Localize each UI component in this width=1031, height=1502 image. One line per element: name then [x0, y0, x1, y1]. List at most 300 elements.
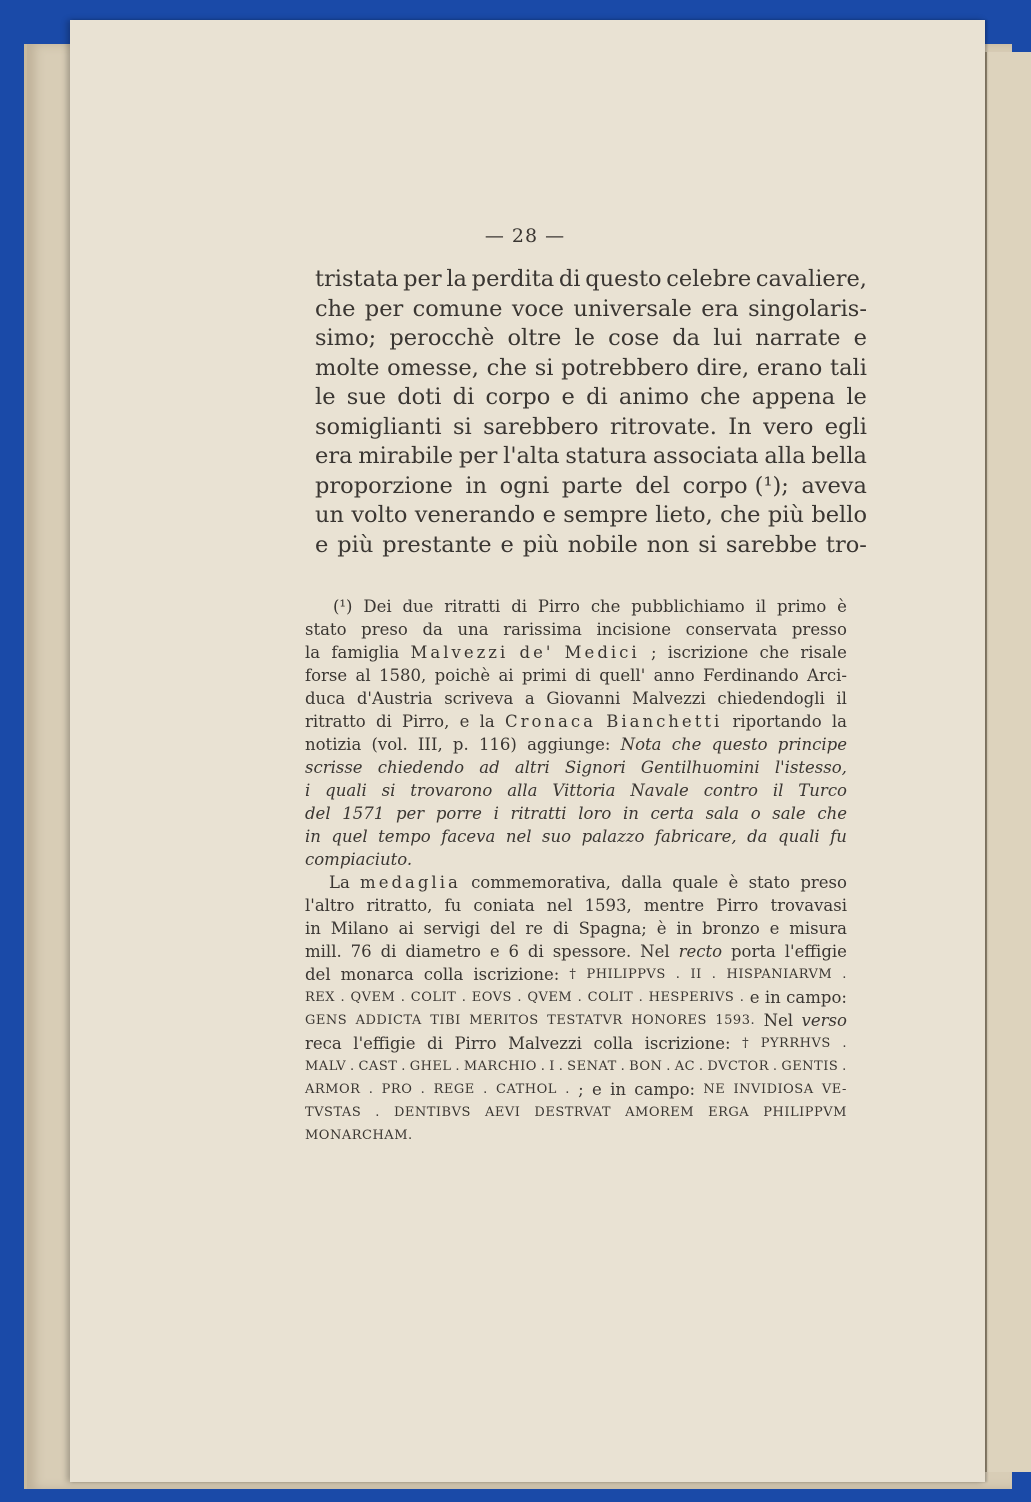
text-line	[315, 324, 867, 354]
footnote-word: la	[831, 712, 847, 731]
footnote-word: di	[574, 666, 591, 685]
footnote-word: due	[402, 597, 434, 616]
footnote-word: monarca	[340, 965, 414, 984]
word: e	[500, 531, 514, 558]
footnote-word: colla	[423, 965, 464, 984]
footnote-word: INVIDIOSA	[733, 1082, 814, 1097]
footnote-word: Milano	[330, 919, 389, 938]
footnote-word: l'istesso,	[774, 758, 847, 777]
footnote-word: altri	[514, 758, 550, 777]
word: sue	[346, 384, 387, 410]
word: potrebbero	[561, 354, 689, 381]
footnote-word: Arci-	[807, 666, 847, 685]
footnote-word: anno	[653, 666, 695, 685]
footnote-word: in	[305, 827, 321, 846]
word: prestante	[382, 531, 492, 558]
footnote-line	[305, 986, 847, 1009]
footnote-word: TESTATVR	[547, 1013, 623, 1028]
footnote-word: .	[842, 967, 847, 982]
word: corpo (¹);	[682, 472, 789, 499]
footnote-word: .	[739, 990, 745, 1005]
footnote-word: .	[675, 967, 681, 982]
footnote-word: in	[622, 804, 639, 823]
footnote-word: ERGA	[708, 1105, 750, 1120]
footnote-word: MERITOS	[469, 1013, 539, 1028]
footnote-word: .	[842, 1036, 847, 1051]
footnote-word: chiedendogli	[717, 689, 825, 708]
footnote-word: al	[355, 666, 371, 685]
footnote-word: .	[400, 990, 406, 1005]
footnote-word: Bianchetti	[606, 712, 723, 731]
footnote-word: DESTRVAT	[534, 1105, 612, 1120]
footnote-word: AEVI	[484, 1105, 521, 1120]
text-line	[315, 354, 867, 384]
main-text	[315, 265, 867, 560]
word: le	[315, 384, 336, 410]
footnote-word: notizia	[305, 735, 362, 754]
text-line	[315, 501, 867, 531]
footnote-word: REX	[305, 990, 336, 1005]
footnote-word: porta	[730, 942, 776, 961]
word: corpo	[485, 384, 551, 410]
word: tristata	[315, 266, 399, 292]
footnote-word: Dei	[363, 597, 392, 616]
footnote-word: ritratto,	[366, 896, 433, 915]
word: in	[465, 472, 488, 499]
footnote-word: primo	[776, 597, 827, 616]
text-line	[315, 295, 867, 325]
word: proporzione	[315, 472, 453, 499]
footnote-word: di	[527, 942, 544, 961]
footnote-word: nel	[505, 827, 532, 846]
footnote-word: .	[461, 990, 467, 1005]
word: narrate	[755, 325, 841, 351]
footnote-word: tempo	[378, 827, 431, 846]
footnote-word: .	[565, 1082, 570, 1097]
word: l'alta	[503, 443, 560, 469]
footnote-line	[305, 664, 847, 687]
footnote-word: mill.	[305, 942, 342, 961]
footnote-word: il	[772, 781, 784, 800]
text-line	[315, 413, 867, 443]
footnote-word: duca	[305, 689, 346, 708]
footnote-word: faceva	[441, 827, 496, 846]
word: bello	[811, 502, 867, 528]
word: comune	[412, 295, 503, 322]
footnote-line	[305, 802, 847, 825]
footnote-word: PRO	[381, 1082, 413, 1097]
footnote-word: che	[590, 597, 621, 616]
footnote-word: una	[457, 620, 489, 639]
footnote-word: Spagna;	[578, 919, 647, 938]
footnote-word: BON	[629, 1059, 663, 1074]
footnote-word: sala	[705, 804, 740, 823]
footnote-word: PHILIPPVS	[586, 967, 666, 982]
footnote-word: nel	[546, 896, 573, 915]
footnote-word: Pirro,	[402, 712, 450, 731]
footnote-word: ;	[578, 1080, 584, 1099]
footnote-word: .	[638, 990, 644, 1005]
footnote-line	[305, 940, 847, 963]
footnote-word: famiglia	[331, 643, 400, 662]
footnote-word: quell'	[599, 666, 646, 685]
footnote-word: MARCHIO	[463, 1059, 537, 1074]
footnote-word: in	[610, 1080, 626, 1099]
footnote-word: e	[489, 942, 500, 961]
footnote-word: .	[620, 1059, 626, 1074]
footnote-word: principe	[777, 735, 847, 754]
footnote-word: de'	[519, 643, 554, 662]
footnote-word: per	[395, 804, 425, 823]
footnote-word: QVEM	[527, 990, 573, 1005]
footnote-word: o	[750, 804, 761, 823]
footnote-line	[305, 710, 847, 733]
footnote-word: ARMOR	[305, 1082, 361, 1097]
footnote-word: Giovanni	[546, 689, 621, 708]
footnote-word: .	[420, 1082, 426, 1097]
word: egli	[824, 413, 867, 440]
footnote-word: che	[817, 804, 847, 823]
footnote-word: VE-	[821, 1082, 847, 1097]
footnote-word: reca	[305, 1034, 342, 1053]
footnote-line	[305, 848, 847, 871]
footnote-word: Nel	[640, 942, 670, 961]
footnote	[305, 595, 847, 1147]
word: e	[315, 531, 329, 558]
footnote-word: compiaciuto.	[305, 850, 413, 869]
word: che	[720, 502, 761, 528]
footnote-word: 1593.	[715, 1013, 756, 1028]
footnote-word: l'effigie	[353, 1034, 416, 1053]
footnote-line	[305, 595, 847, 618]
footnote-word: re	[525, 919, 544, 938]
footnote-word: 1571	[342, 804, 385, 823]
footnote-word: .	[368, 1082, 374, 1097]
word: un	[315, 502, 344, 528]
footnote-word: stato	[305, 620, 347, 639]
text-line	[315, 442, 867, 472]
footnote-word: .	[401, 1059, 406, 1074]
footnote-word: fu	[444, 896, 462, 915]
footnote-word: .	[375, 1105, 380, 1120]
word: del	[635, 472, 671, 499]
word: si	[698, 531, 717, 558]
word: aveva	[801, 472, 867, 499]
footnote-word: Cronaca	[504, 712, 596, 731]
word: e	[853, 325, 867, 351]
footnote-word: SENAT	[567, 1059, 617, 1074]
footnote-word: Turco	[798, 781, 847, 800]
footnote-word: (vol.	[371, 735, 408, 754]
footnote-word: DVCTOR	[707, 1059, 770, 1074]
footnote-word: GHEL	[409, 1059, 452, 1074]
footnote-word: Malvezzi	[410, 643, 509, 662]
footnote-word: COLIT	[587, 990, 634, 1005]
footnote-word: forse	[305, 666, 348, 685]
footnote-word: .	[540, 1059, 546, 1074]
word: più	[522, 531, 559, 558]
footnote-line	[305, 687, 847, 710]
footnote-word: Pirro	[537, 597, 580, 616]
footnote-word: .	[558, 1059, 564, 1074]
footnote-word: in	[305, 919, 321, 938]
word: parte	[561, 472, 623, 499]
footnote-word: iscrizione	[667, 643, 749, 662]
footnote-line	[305, 1078, 847, 1101]
word: associata	[652, 443, 759, 469]
footnote-word: si	[381, 781, 396, 800]
footnote-line	[305, 1055, 847, 1078]
footnote-word: .	[698, 1059, 704, 1074]
footnote-line	[305, 871, 847, 894]
word: era	[315, 443, 353, 469]
footnote-word: preso	[361, 620, 408, 639]
word: di	[586, 384, 608, 410]
footnote-word: quel	[331, 827, 368, 846]
footnote-word: misura	[789, 919, 847, 938]
footnote-word: chiedendo	[377, 758, 465, 777]
footnote-word: ad	[479, 758, 500, 777]
footnote-word: COLIT	[410, 990, 457, 1005]
footnote-word: la	[479, 712, 495, 731]
word: dire,	[696, 354, 750, 381]
footnote-word: da	[422, 620, 443, 639]
word: simo;	[315, 325, 377, 351]
footnote-word: fu	[830, 827, 847, 846]
footnote-word: diametro	[405, 942, 481, 961]
footnote-word: mentre	[643, 896, 705, 915]
footnote-word: AC	[674, 1059, 696, 1074]
footnote-word: di	[552, 919, 569, 938]
footnote-word: Navale	[630, 781, 689, 800]
word: che	[315, 295, 356, 322]
footnote-word: bronzo	[702, 919, 760, 938]
footnote-word: I	[549, 1059, 555, 1074]
word: questo	[585, 266, 662, 292]
footnote-word: 76	[350, 942, 372, 961]
facing-page-edge	[985, 52, 1031, 1472]
footnote-word: e	[769, 919, 780, 938]
footnote-word: di	[511, 597, 528, 616]
footnote-line	[305, 825, 847, 848]
footnote-word: quale	[672, 873, 719, 892]
footnote-word: verso	[801, 1011, 847, 1030]
word: nobile	[567, 531, 638, 558]
footnote-word: contro	[703, 781, 758, 800]
footnote-word: trovarono	[410, 781, 493, 800]
word: sempre	[563, 502, 648, 528]
word: animo	[618, 384, 689, 410]
footnote-word: recto	[678, 942, 723, 961]
footnote-word: e	[592, 1080, 602, 1099]
word: cavaliere,	[755, 266, 867, 292]
word: appena	[751, 384, 836, 410]
footnote-word: del	[489, 919, 516, 938]
footnote-word: Malvezzi	[631, 689, 706, 708]
footnote-word: MALV	[305, 1059, 347, 1074]
word: alla	[764, 443, 806, 469]
footnote-word: suo	[542, 827, 572, 846]
footnote-word: in	[764, 988, 781, 1007]
word: mirabile	[358, 443, 454, 469]
footnote-word: (¹)	[333, 597, 353, 616]
footnote-word: QVEM	[350, 990, 396, 1005]
footnote-word: trovavasi	[770, 896, 847, 915]
footnote-word: 6	[508, 942, 519, 961]
word: che	[486, 354, 527, 381]
word: statura	[565, 443, 648, 469]
footnote-word: iscrizione:	[644, 1034, 731, 1053]
footnote-word: da	[747, 827, 768, 846]
footnote-line	[305, 618, 847, 641]
footnote-word: CATHOL	[496, 1082, 557, 1097]
book-page	[70, 20, 985, 1482]
word: perocchè	[389, 325, 495, 351]
word: singolaris-	[748, 295, 867, 322]
footnote-word: preso	[800, 873, 847, 892]
word: doti	[397, 384, 442, 410]
word: si	[534, 354, 554, 381]
footnote-word: che	[671, 735, 702, 754]
word: da	[672, 325, 701, 351]
text-line	[315, 472, 867, 502]
word: era	[701, 295, 739, 322]
footnote-word: campo:	[786, 988, 847, 1007]
footnote-word: i	[493, 804, 499, 823]
footnote-word: colla	[593, 1034, 634, 1053]
word: celebre	[666, 266, 752, 292]
footnote-word: la	[305, 643, 321, 662]
footnote-word: 116)	[478, 735, 517, 754]
footnote-line	[305, 1009, 847, 1032]
footnote-word: DENTIBVS	[393, 1105, 471, 1120]
footnote-word: 1593,	[584, 896, 632, 915]
word: In	[728, 413, 752, 440]
footnote-word: MONARCHAM.	[305, 1128, 413, 1143]
word: per	[403, 266, 442, 292]
footnote-word: Malvezzi	[508, 1034, 582, 1053]
word: vero	[763, 413, 814, 440]
footnote-word: CAST	[358, 1059, 398, 1074]
footnote-word: medaglia	[360, 873, 461, 892]
word: somiglianti	[315, 413, 442, 440]
word: sarebbe	[725, 531, 818, 558]
footnote-word: e	[749, 988, 760, 1007]
footnote-word: HONORES	[631, 1013, 707, 1028]
footnote-word: di	[375, 712, 392, 731]
footnote-word: .	[340, 990, 346, 1005]
footnote-word: commemorativa,	[471, 873, 611, 892]
word: per	[458, 443, 498, 469]
word: di	[452, 384, 475, 410]
footnote-word: che	[759, 643, 790, 662]
word: per	[364, 295, 404, 322]
word: le	[574, 325, 595, 351]
footnote-line	[305, 779, 847, 802]
footnote-word: †	[742, 1036, 750, 1051]
footnote-word: il	[755, 597, 767, 616]
footnote-word: quali	[325, 781, 367, 800]
footnote-word: presso	[791, 620, 847, 639]
word: voce	[511, 295, 564, 322]
footnote-word: Signori	[564, 758, 626, 777]
footnote-word: loro	[578, 804, 612, 823]
footnote-word: p.	[452, 735, 469, 754]
word: universale	[573, 295, 692, 322]
footnote-word: GENTIS	[781, 1059, 839, 1074]
footnote-word: TIBI	[430, 1013, 461, 1028]
footnote-word: 1580,	[379, 666, 427, 685]
footnote-word: La	[329, 873, 350, 892]
footnote-word: rarissima	[503, 620, 582, 639]
word: e	[542, 502, 556, 528]
footnote-word: REGE	[433, 1082, 475, 1097]
footnote-word: HISPANIARVM	[726, 967, 833, 982]
footnote-line	[305, 963, 847, 986]
footnote-line	[305, 1101, 847, 1124]
footnote-word: l'altro	[305, 896, 355, 915]
footnote-word: alla	[507, 781, 538, 800]
footnote-word: scrisse	[305, 758, 363, 777]
footnote-word: riportando	[732, 712, 822, 731]
footnote-word: EOVS	[471, 990, 512, 1005]
footnote-word: .	[842, 1059, 847, 1074]
word: lieto,	[655, 502, 713, 528]
footnote-word: coniata	[473, 896, 535, 915]
footnote-word: ritratto	[305, 712, 366, 731]
footnote-word: AMOREM	[625, 1105, 695, 1120]
footnote-word: .	[577, 990, 583, 1005]
footnote-word: Ferdinando	[703, 666, 799, 685]
word: le	[846, 384, 867, 410]
footnote-line	[305, 733, 847, 756]
word: volto	[351, 502, 408, 528]
footnote-word: III,	[417, 735, 443, 754]
footnote-word: questo	[711, 735, 768, 754]
word: ogni	[499, 472, 550, 499]
footnote-word: pubblichiamo	[631, 597, 745, 616]
footnote-word: risale	[800, 643, 847, 662]
text-line	[315, 265, 867, 295]
footnote-line	[305, 894, 847, 917]
word: molte	[315, 354, 380, 381]
footnote-word: i	[305, 781, 311, 800]
footnote-word: Nota	[620, 735, 662, 754]
footnote-word: TVSTAS	[305, 1105, 362, 1120]
footnote-word: del	[305, 965, 331, 984]
footnote-word: Pirro	[454, 1034, 497, 1053]
footnote-word: in	[676, 919, 693, 938]
word: più	[767, 502, 804, 528]
footnote-word: †	[569, 967, 577, 982]
footnote-word: ai	[398, 919, 414, 938]
footnote-word: .	[666, 1059, 671, 1074]
footnote-word: II	[690, 967, 702, 982]
footnote-line	[305, 1124, 847, 1147]
text-line	[315, 531, 867, 561]
footnote-word: il	[836, 689, 847, 708]
word: erano	[756, 354, 823, 381]
footnote-word: stato	[748, 873, 791, 892]
footnote-line	[305, 756, 847, 779]
footnote-word: Pirro	[716, 896, 759, 915]
footnote-word: spessore.	[552, 942, 632, 961]
footnote-word: Vittoria	[552, 781, 616, 800]
word: lui	[713, 325, 743, 351]
footnote-word: .	[772, 1059, 778, 1074]
word: di	[558, 266, 581, 292]
word: omesse,	[387, 354, 479, 381]
